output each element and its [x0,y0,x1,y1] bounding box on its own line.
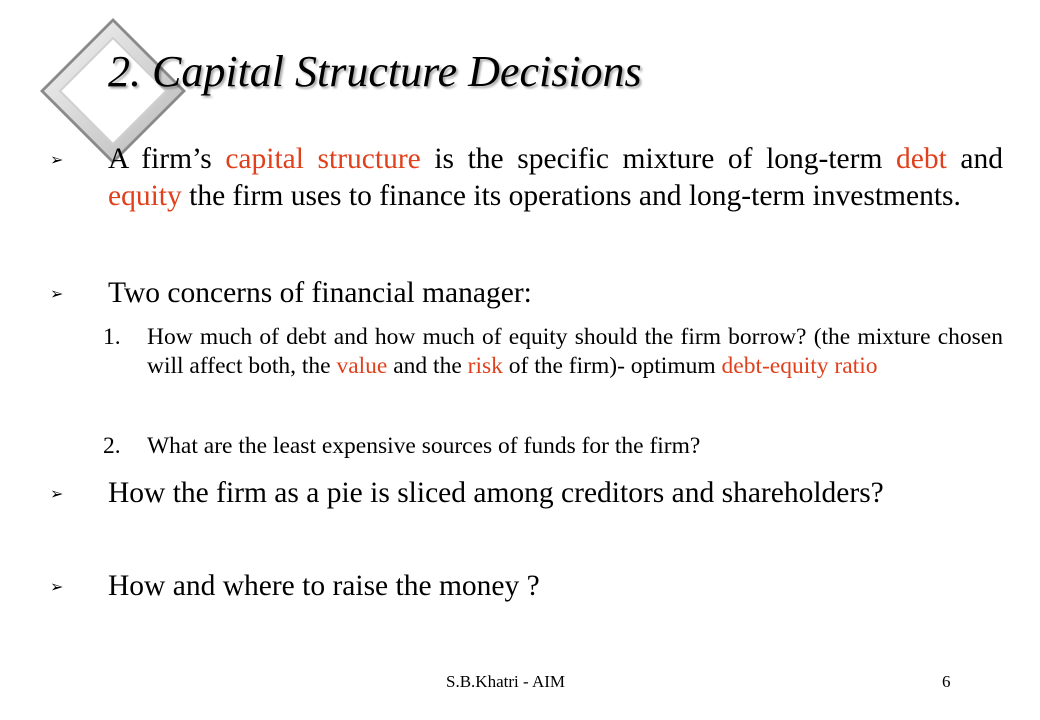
bullet-arrow-icon: ➢ [50,152,64,169]
text-segment: the firm uses to finance its operations and long-term investments. [181,179,961,212]
list-number: 2. [103,433,121,459]
slide-title: 2. Capital Structure Decisions [108,47,642,96]
numbered-item-debt-equity-mix [147,323,1003,382]
highlight-debt-equity-ratio: debt-equity ratio [721,353,878,380]
bullet-capital-structure-definition [108,141,1003,215]
highlight-capital-structure: capital structure [225,143,421,175]
text-segment: is the specific mixture of long-term [420,143,896,175]
highlight-debt: debt [896,143,947,175]
highlight-equity: equity [108,179,182,212]
text-segment: and [946,143,1003,175]
text-segment: of the firm)- optimum [502,353,722,380]
highlight-risk: risk [467,353,503,380]
bullet-arrow-icon: ➢ [50,286,64,303]
bullet-arrow-icon: ➢ [50,486,64,503]
highlight-value: value [336,353,388,380]
footer-page-number: 6 [942,672,951,691]
bullet-raise-money: How and where to raise the money ? [108,570,540,602]
text-segment: A firm’s [108,143,226,175]
footer-author: S.B.Khatri - AIM [446,672,565,691]
numbered-item-least-expensive-funds: What are the least expensive sources of funds for the firm? [147,433,701,459]
bullet-arrow-icon: ➢ [50,579,64,596]
list-number: 1. [103,324,121,350]
text-segment: and the [387,353,468,380]
text-segment: How much of debt and how much of equity should the firm borrow? (the mixture chosen will affect both, the [147,324,1003,380]
bullet-two-concerns: Two concerns of financial manager: [108,277,532,309]
bullet-pie-sliced: How the firm as a pie is sliced among creditors and shareholders? [108,477,884,509]
